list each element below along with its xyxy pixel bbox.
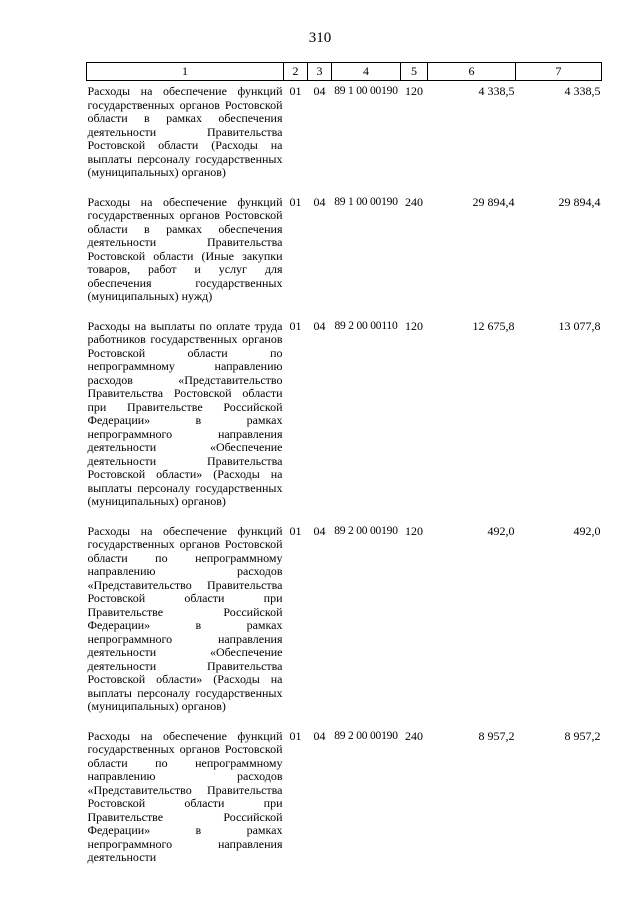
expense-name: Расходы на обеспечение функций государственных органов Ростовской области в рамках обеспечения деятельности Правительства Ростовской области (Иные закупки товаров, работ и услуг для обеспечения государственных (муниципальных) нужд) — [87, 194, 283, 303]
section-code: 01 — [289, 728, 302, 743]
expense-name: Расходы на обеспечение функций государственных органов Ростовской области в рамках обеспечения деятельности Правительства Ростовской области (Расходы на выплаты персоналу государственных (муниципальных) органов) — [87, 84, 283, 179]
table-header-row — [87, 63, 602, 81]
expense-type-code: 240 — [405, 194, 423, 209]
column-header: 3 — [308, 63, 332, 81]
subsection-code: 04 — [313, 318, 326, 333]
column-header: 5 — [401, 63, 428, 81]
amount-year-2: 8 957,2 — [564, 728, 601, 743]
target-article-code: 89 2 00 00110 — [334, 319, 398, 332]
expense-type-code: 240 — [405, 728, 423, 743]
section-code: 01 — [289, 318, 302, 333]
amount-year-1: 29 894,4 — [472, 194, 515, 209]
target-article-code: 89 1 00 00190 — [334, 195, 398, 208]
amount-year-1: 12 675,8 — [472, 318, 515, 333]
table-row — [87, 316, 602, 521]
subsection-code: 04 — [313, 194, 326, 209]
expense-name: Расходы на обеспечение функций государственных органов Ростовской области по непрограммному направлению расходов «Представительство Правительства Ростовской области при Правительстве Российской Федерации» в рамках непрограммного направления деятельности — [87, 728, 283, 864]
table-row — [87, 726, 602, 877]
amount-year-2: 13 077,8 — [558, 318, 601, 333]
amount-year-1: 8 957,2 — [478, 728, 515, 743]
target-article-code: 89 2 00 00190 — [334, 729, 398, 742]
amount-year-2: 492,0 — [573, 523, 601, 538]
column-header: 4 — [332, 63, 401, 81]
section-code: 01 — [289, 194, 302, 209]
expense-name: Расходы на обеспечение функций государственных органов Ростовской области по непрограммному направлению расходов «Представительство Правительства Ростовской области при Правительстве Российской Федерации» в рамках непрограммного направления деятельности «Обеспечение деятельности Правительства Ростовской области» (Расходы на выплаты персоналу государственных (муниципальных) органов) — [87, 523, 283, 713]
expense-type-code: 120 — [405, 84, 423, 98]
table-row — [87, 521, 602, 726]
expense-name: Расходы на выплаты по оплате труда работников государственных органов Ростовской области по непрограммному направлению расходов «Представительство Правительства Ростовской области при Правительстве Российской Федерации» в рамках непрограммного направления деятельности «Обеспечение деятельности Правительства Ростовской области» (Расходы на выплаты персоналу государственных (муниципальных) органов) — [87, 318, 283, 508]
amount-year-1: 4 338,5 — [478, 84, 515, 98]
amount-year-2: 4 338,5 — [564, 84, 601, 98]
table-row — [87, 192, 602, 316]
subsection-code: 04 — [313, 523, 326, 538]
column-header: 1 — [87, 63, 284, 81]
section-code: 01 — [289, 84, 302, 98]
expense-type-code: 120 — [405, 318, 423, 333]
target-article-code: 89 2 00 00190 — [334, 524, 398, 537]
amount-year-2: 29 894,4 — [558, 194, 601, 209]
page-number: 310 — [308, 30, 332, 46]
subsection-code: 04 — [313, 728, 326, 743]
budget-table — [86, 62, 602, 877]
column-header: 6 — [428, 63, 516, 81]
subsection-code: 04 — [313, 84, 326, 98]
target-article-code: 89 1 00 00190 — [334, 85, 398, 97]
column-header: 2 — [284, 63, 308, 81]
section-code: 01 — [289, 523, 302, 538]
column-header: 7 — [516, 63, 602, 81]
expense-type-code: 120 — [405, 523, 423, 538]
amount-year-1: 492,0 — [487, 523, 515, 538]
table-row — [87, 81, 602, 192]
